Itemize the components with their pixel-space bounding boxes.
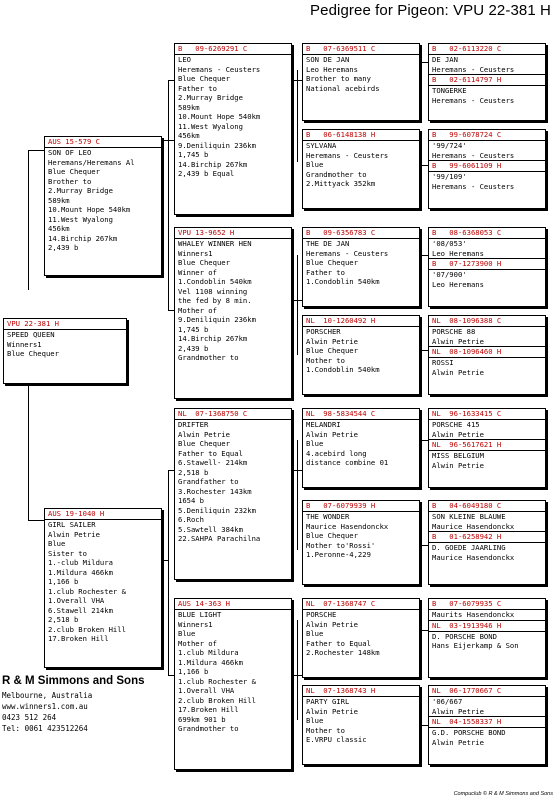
- detail-line: Heremans - Ceusters: [432, 95, 515, 105]
- detail-line: Alwin Petrie: [178, 429, 230, 439]
- detail-line: Heremans - Ceusters: [306, 248, 389, 258]
- detail-line: 5.Deniliquin 232km: [178, 505, 256, 515]
- ring-number: NL 98-5834544 C: [303, 409, 419, 420]
- ring-number: B 01-6258942 H: [429, 531, 545, 543]
- detail-line: Winners1: [178, 619, 213, 629]
- detail-line: Heremans - Ceusters: [178, 64, 261, 74]
- connector-line: [297, 255, 298, 355]
- gen3-card[interactable]: [302, 129, 420, 209]
- detail-line: Blue: [306, 629, 324, 638]
- ring-number: NL 96-1633415 C: [429, 409, 545, 420]
- ring-number: AUS 14-363 H: [175, 599, 291, 610]
- ring-number: AUS 19-1040 H: [45, 509, 161, 520]
- breeder-name: R & M Simmons and Sons: [2, 675, 145, 687]
- sire-dam-card[interactable]: [174, 227, 292, 399]
- detail-line: 2.club Broken Hill: [48, 624, 126, 634]
- gen3-card[interactable]: [302, 685, 420, 765]
- detail-line: 14.Birchip 267km: [178, 334, 248, 343]
- detail-line: 1.Mildura 466km: [178, 657, 243, 667]
- detail-line: 1,166 b: [48, 577, 79, 586]
- detail-line: Winner of: [178, 267, 217, 277]
- detail-line: Blue Chequer: [48, 167, 100, 176]
- detail-line: Alwin Petrie: [432, 336, 484, 346]
- ring-number: B 04-6049180 C: [429, 501, 545, 512]
- detail-line: 1,166 b: [178, 667, 209, 676]
- detail-line: 1.-club Mildura: [48, 558, 113, 567]
- detail-line: G.D. PORSCHE BOND: [432, 728, 506, 737]
- detail-line: Heremans - Ceusters: [432, 181, 515, 191]
- detail-line: Mother of: [178, 305, 217, 315]
- detail-line: 5.Sawtell 384km: [178, 524, 243, 534]
- breeder-phone: 0423 512 264: [2, 713, 57, 722]
- detail-line: '08/053': [432, 239, 467, 248]
- connector-line: [297, 70, 298, 162]
- detail-line: '07/900': [432, 270, 467, 279]
- gen4-pair-card[interactable]: [428, 43, 546, 121]
- detail-line: Blue: [306, 716, 324, 725]
- detail-line: 22.SAHPA Parachilna: [178, 534, 261, 543]
- detail-line: Brother to many: [306, 74, 371, 83]
- detail-line: Mother to: [306, 725, 345, 735]
- breeder-tel: Tel: 0061 423512264: [2, 724, 88, 733]
- detail-line: 2.Mittyack 352km: [306, 179, 376, 188]
- detail-line: Blue: [48, 539, 66, 548]
- detail-line: 1.Overall VHA: [178, 686, 235, 695]
- detail-line: Winners1: [178, 248, 213, 258]
- ring-number: VPU 22-381 H: [4, 319, 126, 330]
- ring-number: B 07-6369511 C: [303, 44, 419, 55]
- ring-number: NL 04-1558337 H: [429, 716, 545, 728]
- detail-line: 2,518 b: [178, 467, 209, 477]
- connector-line: [28, 520, 44, 521]
- detail-line: 2,439 b: [48, 243, 79, 252]
- detail-line: '06/667: [432, 697, 463, 706]
- detail-line: Heremans - Ceusters: [432, 64, 515, 74]
- connector-line: [420, 62, 428, 63]
- ring-number: AUS 15-579 C: [45, 137, 161, 148]
- detail-line: 9.Deniliquin 236km: [178, 140, 256, 150]
- detail-line: Alwin Petrie: [48, 529, 100, 539]
- detail-line: 3.Rochester 143km: [178, 486, 252, 496]
- detail-line: SON DE JAN: [306, 55, 350, 64]
- gen4-pair-card[interactable]: [428, 408, 546, 488]
- detail-line: D. PORSCHE BOND: [432, 631, 497, 641]
- detail-line: GIRL SAILER: [48, 520, 96, 529]
- dam-card[interactable]: [44, 508, 162, 668]
- ring-number: NL 08-1096388 C: [429, 316, 545, 327]
- detail-line: Mother to'Rossi': [306, 540, 376, 550]
- detail-line: PORSCHE 88: [432, 327, 476, 336]
- detail-line: PORSCHE: [306, 610, 337, 619]
- detail-line: D. GOEDE JAARLING: [432, 543, 506, 552]
- detail-line: 1.club Rochester &: [178, 676, 256, 686]
- detail-line: Winners1: [7, 339, 42, 349]
- detail-line: 589km: [48, 195, 70, 205]
- detail-line: DRIFTER: [178, 420, 209, 429]
- footer-credit: Compuclub © R & M Simmons and Sons: [453, 791, 553, 797]
- detail-line: '99/109': [432, 172, 467, 181]
- detail-line: 1,745 b: [178, 324, 209, 334]
- detail-line: 1.Mildura 466km: [48, 567, 113, 577]
- detail-line: '99/724': [432, 141, 467, 150]
- ring-number: NL 07-1368750 C: [175, 409, 291, 420]
- detail-line: 1,745 b: [178, 150, 209, 159]
- sire-card[interactable]: [44, 136, 162, 276]
- ring-number: B 02-6113220 C: [429, 44, 545, 55]
- detail-line: 2.club Broken Hill: [178, 695, 256, 705]
- detail-line: Blue Chequer: [178, 74, 230, 83]
- ring-number: B 08-6368053 C: [429, 228, 545, 239]
- detail-line: 2,439 b: [178, 343, 209, 353]
- detail-line: SYLVANA: [306, 141, 337, 150]
- detail-line: 6.Stawell- 214km: [178, 458, 248, 467]
- detail-line: 6.Roch: [178, 515, 204, 524]
- sire-sire-card[interactable]: [174, 43, 292, 215]
- dam-sire-card[interactable]: [174, 408, 292, 580]
- detail-line: 14.Birchip 267km: [48, 233, 118, 243]
- detail-line: 14.Birchip 267km: [178, 159, 248, 169]
- connector-line: [168, 470, 169, 675]
- detail-line: PORSCHER: [306, 327, 341, 336]
- detail-line: Father to Equal: [178, 448, 243, 458]
- gen4-pair-card[interactable]: [428, 500, 546, 585]
- detail-line: 1.Peronne-4,229: [306, 550, 371, 559]
- detail-line: SPEED QUEEN: [7, 330, 55, 339]
- connector-line: [420, 165, 428, 166]
- detail-line: 589km: [178, 102, 200, 112]
- detail-line: 10.Mount Hope 540km: [48, 205, 131, 214]
- detail-line: Blue Chequer: [306, 531, 358, 540]
- connector-line: [297, 620, 298, 720]
- detail-line: MELANDRI: [306, 420, 341, 429]
- detail-line: National acebirds: [306, 83, 380, 93]
- detail-line: 11.West Wyalong: [48, 214, 113, 224]
- connector-line: [420, 350, 428, 351]
- ring-number: B 07-6079939 H: [303, 501, 419, 512]
- detail-line: Grandfather to: [178, 477, 239, 486]
- detail-line: 1.Condoblin 540km: [306, 277, 380, 286]
- detail-line: Alwin Petrie: [432, 367, 484, 377]
- detail-line: 2.Murray Bridge: [178, 93, 243, 102]
- detail-line: Heremans - Ceusters: [306, 150, 389, 160]
- gen3-card[interactable]: [302, 598, 420, 678]
- connector-line: [420, 725, 428, 726]
- ring-number: NL 08-1096460 H: [429, 346, 545, 358]
- detail-line: 1.Overall VHA: [48, 596, 105, 605]
- detail-line: Alwin Petrie: [432, 429, 484, 439]
- detail-line: Alwin Petrie: [306, 706, 358, 716]
- detail-line: the fed by 8 min.: [178, 296, 252, 305]
- detail-line: BLUE LIGHT: [178, 610, 222, 619]
- ring-number: B 07-6079935 C: [429, 599, 545, 610]
- connector-line: [28, 150, 44, 151]
- gen4-pair-card[interactable]: [428, 598, 546, 678]
- connector-line: [168, 80, 169, 310]
- detail-line: 9.Deniliquin 236km: [178, 315, 256, 324]
- detail-line: SON KLEINE BLAUWE: [432, 512, 506, 521]
- detail-line: Maurits Hasendonckx: [432, 610, 515, 619]
- ring-number: B 09-6356783 C: [303, 228, 419, 239]
- detail-line: TONGERKE: [432, 86, 467, 95]
- detail-line: Mother of: [178, 638, 217, 648]
- detail-line: WHALEY WINNER HEN: [178, 239, 252, 248]
- ring-number: NL 06-1770667 C: [429, 686, 545, 697]
- gen3-card[interactable]: [302, 227, 420, 307]
- detail-line: Heremans/Heremans Al: [48, 157, 135, 167]
- detail-line: Grandmother to: [178, 724, 239, 733]
- connector-line: [28, 383, 29, 520]
- ring-number: NL 07-1368747 C: [303, 599, 419, 610]
- detail-line: distance combine 01: [306, 458, 389, 467]
- ring-number: NL 10-1260492 H: [303, 316, 419, 327]
- detail-line: 1.club Mildura: [178, 648, 239, 657]
- detail-line: 17.Broken Hill: [48, 634, 109, 643]
- detail-line: Alwin Petrie: [306, 619, 358, 629]
- detail-line: Sister to: [48, 548, 87, 558]
- detail-line: 1.club Rochester &: [48, 586, 126, 596]
- detail-line: Hans Eijerkamp & Son: [432, 641, 519, 650]
- detail-line: Father to: [178, 83, 217, 93]
- detail-line: Brother to: [48, 176, 92, 186]
- breeder-website[interactable]: www.winners1.com.au: [2, 702, 88, 711]
- detail-line: PORSCHE 415: [432, 420, 480, 429]
- detail-line: 2.Rochester 148km: [306, 648, 380, 657]
- connector-line: [28, 150, 29, 290]
- detail-line: DE JAN: [432, 55, 458, 64]
- connector-line: [297, 440, 298, 550]
- detail-line: Blue Chequer: [306, 258, 358, 267]
- detail-line: Heremans - Ceusters: [432, 150, 515, 160]
- detail-line: 699km 901 b: [178, 714, 226, 724]
- connector-line: [420, 440, 428, 441]
- detail-line: SON OF LEO: [48, 148, 92, 157]
- detail-line: 17.Broken Hill: [178, 705, 239, 714]
- page-title: Pedigree for Pigeon: VPU 22-381 H: [310, 2, 551, 19]
- detail-line: Blue Chequer: [306, 346, 358, 355]
- subject-card[interactable]: [3, 318, 127, 384]
- detail-line: Alwin Petrie: [306, 336, 358, 346]
- gen3-card[interactable]: [302, 43, 420, 121]
- gen4-pair-card[interactable]: [428, 685, 546, 765]
- detail-line: 4.acebird long: [306, 448, 367, 458]
- detail-line: 10.Mount Hope 540km: [178, 112, 261, 121]
- ring-number: B 02-6114797 H: [429, 74, 545, 86]
- detail-line: Maurice Hasendonckx: [306, 521, 389, 531]
- connector-line: [420, 255, 428, 256]
- ring-number: B 99-6061109 H: [429, 160, 545, 172]
- detail-line: MISS BELGIUM: [432, 451, 484, 460]
- dam-dam-card[interactable]: [174, 598, 292, 770]
- ring-number: B 07-1273900 H: [429, 258, 545, 270]
- detail-line: Grandmother to: [178, 353, 239, 362]
- detail-line: 6.Stawell 214km: [48, 605, 113, 615]
- detail-line: 11.West Wyalong: [178, 121, 243, 131]
- detail-line: Father to: [306, 267, 345, 277]
- ring-number: NL 96-5617621 H: [429, 439, 545, 451]
- ring-number: VPU 13-9652 H: [175, 228, 291, 239]
- detail-line: Mother to: [306, 355, 345, 365]
- detail-line: 1654 b: [178, 496, 204, 505]
- detail-line: PARTY GIRL: [306, 697, 350, 706]
- detail-line: 1.Condoblin 540km: [306, 365, 380, 374]
- detail-line: THE WONDER: [306, 512, 350, 521]
- detail-line: 1.Condoblin 540km: [178, 277, 252, 286]
- detail-line: E.VRPU classic: [306, 735, 367, 744]
- detail-line: Leo Heremans: [432, 248, 484, 258]
- detail-line: Leo Heremans: [306, 64, 358, 74]
- detail-line: Vel 1108 winning: [178, 286, 248, 296]
- gen3-card[interactable]: [302, 500, 420, 585]
- detail-line: Blue: [306, 439, 324, 448]
- detail-line: 456km: [178, 131, 200, 140]
- detail-line: LEO: [178, 55, 191, 64]
- ring-number: NL 03-1913946 H: [429, 620, 545, 632]
- detail-line: ROSSI: [432, 358, 454, 367]
- detail-line: Blue: [306, 160, 324, 169]
- connector-line: [420, 545, 428, 546]
- gen3-card[interactable]: [302, 408, 420, 488]
- ring-number: NL 07-1368743 H: [303, 686, 419, 697]
- ring-number: B 06-6148138 H: [303, 130, 419, 141]
- breeder-info: [2, 676, 145, 734]
- gen4-pair-card[interactable]: [428, 227, 546, 307]
- detail-line: 2,439 b Equal: [178, 169, 235, 178]
- detail-line: Alwin Petrie: [432, 737, 484, 747]
- ring-number: B 09-6269291 C: [175, 44, 291, 55]
- detail-line: Alwin Petrie: [306, 429, 358, 439]
- detail-line: Father to Equal: [306, 638, 371, 648]
- breeder-location: Melbourne, Australia: [2, 691, 93, 700]
- detail-line: Blue Chequer: [178, 439, 230, 448]
- connector-line: [420, 630, 428, 631]
- detail-line: Maurice Hasendonckx: [432, 521, 515, 531]
- detail-line: 2.Murray Bridge: [48, 186, 113, 195]
- detail-line: Blue Chequer: [178, 258, 230, 267]
- detail-line: Grandmother to: [306, 169, 367, 179]
- detail-line: Blue: [178, 629, 196, 638]
- gen4-pair-card[interactable]: [428, 315, 546, 395]
- gen3-card[interactable]: [302, 315, 420, 395]
- gen4-pair-card[interactable]: [428, 129, 546, 209]
- detail-line: Alwin Petrie: [432, 460, 484, 470]
- detail-line: 456km: [48, 224, 70, 233]
- detail-line: Maurice Hasendonckx: [432, 552, 515, 562]
- detail-line: Alwin Petrie: [432, 706, 484, 716]
- detail-line: 2,518 b: [48, 615, 79, 624]
- detail-line: Leo Heremans: [432, 279, 484, 289]
- ring-number: B 99-6078724 C: [429, 130, 545, 141]
- detail-line: THE DE JAN: [306, 239, 350, 248]
- detail-line: Blue Chequer: [7, 349, 59, 358]
